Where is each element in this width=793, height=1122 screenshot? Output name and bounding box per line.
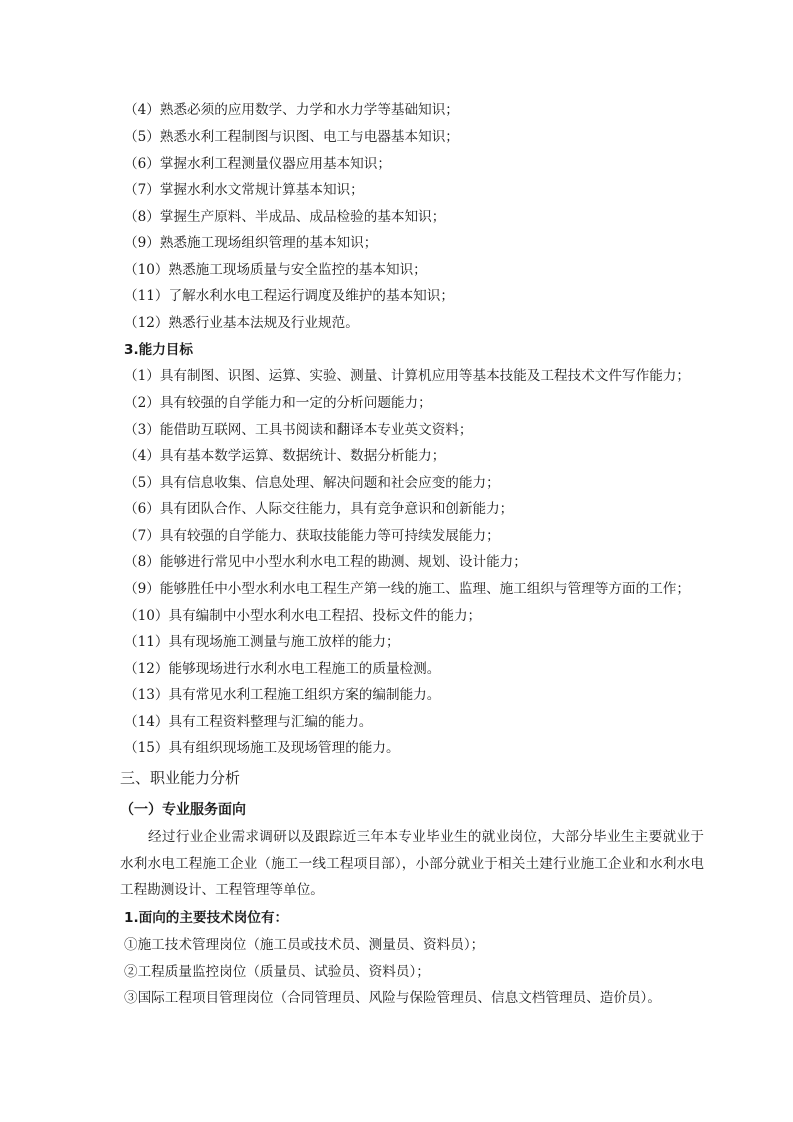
knowledge-item-9: （9）熟悉施工现场组织管理的基本知识； [124, 235, 378, 251]
ability-item-13: （13）具有常见水利工程施工组织方案的编制能力。 [124, 687, 441, 703]
section-heading: 三、职业能力分析 [120, 769, 241, 787]
knowledge-item-5: （5）熟悉水利工程制图与识图、电工与电器基本知识； [124, 129, 459, 145]
knowledge-item-4: （4）熟悉必须的应用数学、力学和水力学等基础知识； [124, 102, 459, 118]
post-item-1: ①施工技术管理岗位（施工员或技术员、测量员、资料员）； [124, 937, 485, 953]
ability-item-3: （3）能借助互联网、工具书阅读和翻译本专业英文资料； [124, 422, 473, 438]
ability-item-7: （7）具有较强的自学能力、获取技能能力等可持续发展能力； [124, 528, 500, 544]
ability-item-5: （5）具有信息收集、信息处理、解决问题和社会应变的能力； [124, 475, 500, 491]
subsection-heading: （一）专业服务面向 [120, 802, 246, 818]
posts-heading: 1.面向的主要技术岗位有： [124, 910, 289, 926]
ability-item-9: （9）能够胜任中小型水利水电工程生产第一线的施工、监理、施工组织与管理等方面的工作； [124, 581, 690, 597]
service-paragraph: 经过行业企业需求调研以及跟踪近三年本专业毕业生的就业岗位，大部分毕业生主要就业于水利水电工程施工企业（施工一线工程项目部），小部分就业于相关土建行业施工企业和水利水电工程勘测设计、工程管理等单位。 [120, 829, 704, 898]
post-item-3: ③国际工程项目管理岗位（合同管理员、风险与保险管理员、信息文档管理员、造价员）。 [124, 990, 661, 1006]
ability-item-14: （14）具有工程资料整理与汇编的能力。 [124, 714, 373, 730]
ability-item-11: （11）具有现场施工测量与施工放样的能力； [124, 634, 400, 650]
ability-item-10: （10）具有编制中小型水利水电工程招、投标文件的能力； [124, 608, 482, 624]
knowledge-item-7: （7）掌握水利水文常规计算基本知识； [124, 182, 364, 198]
ability-item-12: （12）能够现场进行水利水电工程施工的质量检测。 [124, 661, 441, 677]
knowledge-item-11: （11）了解水利水电工程运行调度及维护的基本知识； [124, 288, 454, 304]
knowledge-item-12: （12）熟悉行业基本法规及行业规范。 [124, 315, 359, 331]
knowledge-item-6: （6）掌握水利工程测量仪器应用基本知识； [124, 156, 391, 172]
ability-item-8: （8）能够进行常见中小型水利水电工程的勘测、规划、设计能力； [124, 554, 527, 570]
knowledge-item-10: （10）熟悉施工现场质量与安全监控的基本知识； [124, 262, 427, 278]
ability-item-4: （4）具有基本数学运算、数据统计、数据分析能力； [124, 448, 446, 464]
ability-item-6: （6）具有团队合作、人际交往能力，具有竞争意识和创新能力； [124, 501, 514, 517]
post-item-2: ②工程质量监控岗位（质量员、试验员、资料员）； [124, 964, 430, 980]
knowledge-item-8: （8）掌握生产原料、半成品、成品检验的基本知识； [124, 209, 446, 225]
ability-item-2: （2）具有较强的自学能力和一定的分析问题能力； [124, 395, 432, 411]
ability-heading: 3.能力目标 [124, 342, 193, 358]
ability-item-15: （15）具有组织现场施工及现场管理的能力。 [124, 740, 400, 756]
ability-item-1: （1）具有制图、识图、运算、实验、测量、计算机应用等基本技能及工程技术文件写作能力； [124, 368, 690, 384]
